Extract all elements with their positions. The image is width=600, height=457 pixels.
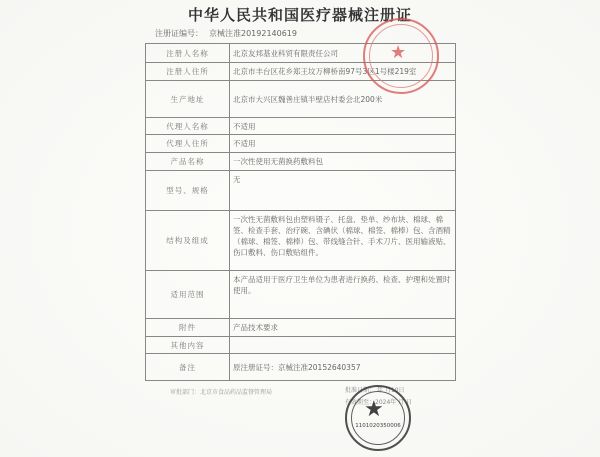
table-row — [146, 354, 456, 381]
row-value: 本产品适用于医疗卫生单位为患者进行换药、检查、护理和处置时使用。 — [230, 271, 456, 319]
table-row — [146, 135, 456, 153]
table-row — [146, 271, 456, 319]
row-value: 一次性使用无菌换药敷料包 — [230, 153, 456, 171]
row-label: 产品名称 — [146, 153, 230, 171]
registration-table — [145, 43, 456, 381]
row-value: 北京市丰台区花乡郑王坟万柳桥南97号3区1号楼219室 — [230, 63, 456, 81]
row-value: 一次性无菌敷料包由塑料镊子、托盘、垫单、纱布块、棉球、棉签、检查手套、治疗碗、含碘伏（棉球、棉签、棉棒）包、含酒精（棉球、棉签、棉棒）包、带线缝合针、手术刀片、医用输液贴、伤口敷料、伤口敷贴组件。 — [230, 211, 456, 271]
valid-until: 有效期至：2024年 月 日 — [345, 399, 413, 406]
row-label: 注册人住所 — [146, 63, 230, 81]
row-value: 无 — [230, 171, 456, 211]
table-row — [146, 319, 456, 337]
table-row — [146, 171, 456, 211]
row-value: 不适用 — [230, 118, 456, 135]
row-value: 北京市大兴区魏善庄镇半壁店村委会北200米 — [230, 81, 456, 118]
row-label: 生产地址 — [146, 81, 230, 118]
row-value: 产品技术要求 — [230, 319, 456, 337]
company-seal — [363, 18, 439, 94]
row-label: 备注 — [146, 354, 230, 381]
row-label: 型号、规格 — [146, 171, 230, 211]
row-label: 附件 — [146, 319, 230, 337]
row-value: 北京友邦基业科贸有限责任公司 — [230, 44, 456, 63]
registration-number-line — [155, 28, 297, 39]
government-seal — [345, 385, 411, 451]
star-icon: ★ — [390, 42, 407, 63]
table-row — [146, 211, 456, 271]
registration-number-label: 注册证编号： — [155, 29, 203, 38]
row-label: 代理人住所 — [146, 135, 230, 153]
document-title: 中华人民共和国医疗器械注册证 — [187, 6, 412, 24]
row-label: 结构及组成 — [146, 211, 230, 271]
row-value: 原注册证号：京械注准20152640357 — [230, 354, 456, 381]
star-icon: ★ — [364, 397, 384, 422]
table-row — [146, 337, 456, 354]
row-value — [230, 337, 456, 354]
row-label: 注册人名称 — [146, 44, 230, 63]
row-label: 适用范围 — [146, 271, 230, 319]
row-label: 代理人名称 — [146, 118, 230, 135]
row-value: 不适用 — [230, 135, 456, 153]
row-label: 其他内容 — [146, 337, 230, 354]
approval-department: 审批部门：北京市食品药品监督管理局 — [170, 389, 273, 396]
government-seal-number: 1101020350006 — [355, 423, 401, 429]
registration-number: 京械注准20192140619 — [209, 29, 297, 38]
approval-date: 批准日期： 年 月10日 — [345, 387, 405, 394]
table-row — [146, 153, 456, 171]
table-row — [146, 118, 456, 135]
